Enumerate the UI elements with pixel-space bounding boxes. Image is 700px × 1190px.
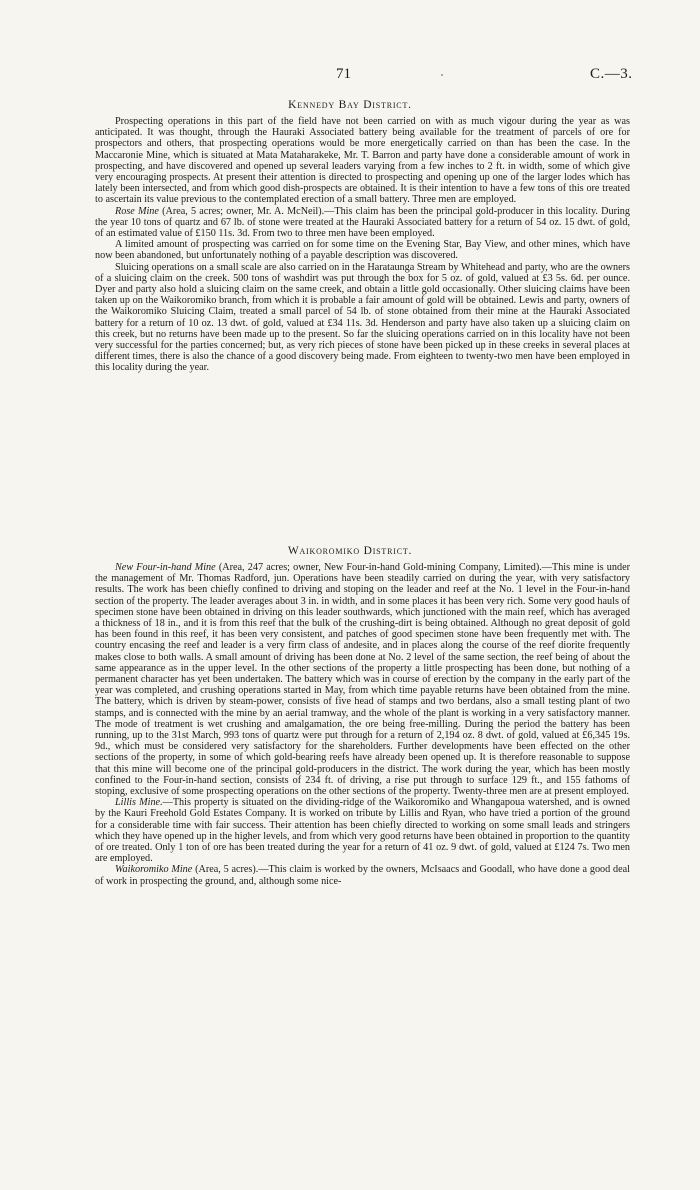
section-title-waikoromiko: Waikoromiko District. (287, 545, 413, 557)
paragraph-text: (Area, 5 acres; owner, Mr. A. McNeil).—This claim has been the principal gold-producer in this locality. During the year 10 tons of quartz and 67 lb. of stone were treated at the Hauraki Associated battery for a return of 54 oz. 15 dwt. of gold, of an estimated value of £150 11s. 3d. From two to three men have been employed. (95, 205, 630, 240)
page-number: 71 (336, 66, 351, 82)
paragraph (95, 562, 630, 797)
section-title-kennedy-bay: Kennedy Bay District. (288, 99, 412, 111)
paragraph (95, 797, 630, 864)
mine-name: Waikoromiko Mine (115, 864, 193, 876)
paragraph-text: (Area, 247 acres; owner, New Four-in-hand Gold-mining Company, Limited).—This mine is under the management of Mr. Thomas Radford, jun. Operations have been steadily carried on during the year, with very satisfactory results. The work has been chiefly confined to driving and stoping on the leader and reef at the No. 1 level in the Four-in-hand section of the property. The leader averages about 3 in. in width, and in some places it has been very rich. Some very good hauls of specimen stone have been obtained in driving on this leader southwards, which junctioned with the main reef, which has averaged a thickness of 18 in., and it is from this reef that the bulk of the crushing-dirt is being obtained. Although no great deposit of gold has been found in this reef, it has been very consistent, and patches of good specimen stone have been frequently met with. The country encasing the reef and leader is a very firm class of andesite, and in places along the course of the reef diorite frequently makes close to both walls. A small amount of driving has been done at No. 2 level of the same section, the reef being of about the same appearance as in the upper level. In the other sections of the property a little prospecting has been done, but nothing of a permanent character has yet been undertaken. The battery which was in course of erection by the company in the early part of the year was completed, and crushing operations started in May, from which time payable returns have been obtained from the mine. The battery, which is driven by steam-power, consists of five head of stamps and two berdans, also a small testing plant of two stamps, and is connected with the mine by an aerial tramway, and the whole of the plant is working in a very satisfactory manner. The mode of treatment is wet crushing and amalgamation, the ore being free-milling. During the period the battery has been running, up to the 31st March, 993 tons of quartz were put through for a return of 2,194 oz. 8 dwt. of gold, valued at £6,345 19s. 9d., which must be considered very satisfactory for the shareholders. Further developments have been effected on the other sections of the property, in some of which gold-bearing reefs have already been opened up. It is therefore reasonable to suppose that this mine will become one of the principal gold-producers in the district. The work during the year, which has been mostly confined to the Four-in-hand section, consists of 234 ft. of driving, a rise put through to surface 129 ft., and 155 fathoms of stoping, exclusive of some prospecting operations on the other sections of the property. Twenty-three men are at present employed. (95, 562, 630, 798)
paragraph-text: Prospecting operations in this part of the field have not been carried on with as much vigour during the year as was anticipated. It was thought, through the Hauraki Associated battery being available for the treatment of parcels of ore for prospectors and others, that prospecting operations would be more energetically carried on than has been the case. In the Maccaronie Mine, which is situated at Mata Mataharakeke, Mr. T. Barron and party have done a considerable amount of work in prospecting, and have discovered and opened up several leaders varying from a few inches to 2 ft. in width, some of which give very encouraging prospects. At present their attention is directed to prospecting and opening up one of the larger lodes which has lately been intersected, and from which good dish-prospects are obtained. It is their intention to have a few tons of this ore treated to ascertain its value previous to the contemplated erection of a small battery. Three men are employed. (95, 116, 630, 206)
mine-name: New Four-in-hand Mine (115, 562, 216, 573)
page-header (0, 66, 700, 86)
document-reference: C.—3. (590, 66, 633, 82)
mine-name: Rose Mine (115, 205, 159, 217)
paragraph (95, 239, 630, 261)
print-speck (441, 74, 443, 76)
paragraph-text: A limited amount of prospecting was carried on for some time on the Evening Star, Bay View, and other mines, which have now been abandoned, but unfortunately nothing of a payable description was discovered. (95, 239, 630, 262)
mine-name: Lillis Mine. (115, 797, 163, 809)
paragraph (95, 116, 630, 206)
paragraph (95, 206, 630, 240)
paragraph (95, 864, 630, 886)
paragraph (95, 262, 630, 374)
paragraph-text: —This property is situated on the dividing-ridge of the Waikoromiko and Whangapoua watershed, and is owned by the Kauri Freehold Gold Estates Company. It is worked on tribute by Lillis and Ryan, who have tried a portion of the ground for a considerable time with fair success. Their attention has been chiefly directed to working on some small leads and stringers which they have opened up in the higher levels, and from which very good returns have been obtained in proportion to the quantity of ore treated. Only 1 ton of ore has been treated during the year for a return of 41 oz. 9 dwt. of gold, valued at £124 7s. Two men are employed. (95, 797, 630, 865)
section-body-kennedy-bay (95, 116, 630, 374)
paragraph-text: Sluicing operations on a small scale are also carried on in the Harataunga Stream by Whitehead and party, who are the owners of a sluicing claim on the creek. 500 tons of washdirt was put through the box for 5 oz. of gold, valued at £3 5s. 6d. per ounce. Dyer and party also hold a sluicing claim on the same creek, and obtain a little gold occasionally. Other sluicing claims have been taken up on the Waikoromiko branch, from which it is probable a fair amount of gold will be obtained. Lewis and party, owners of the Waikoromiko Sluicing Claim, treated a small parcel of 54 lb. of stone obtained from their mine at the Hauraki Associated battery for a return of 10 oz. 13 dwt. of gold, valued at £34 11s. 3d. Henderson and party have also taken up a sluicing claim on this creek, but no returns have been made up to the present. So far the sluicing operations carried on in this locality have not been very successful for the parties concerned; but, as very rich pieces of stone have been picked up in these creeks in several places at different times, there is also the chance of a good discovery being made. From eighteen to twenty-two men have been employed in this locality during the year. (95, 261, 630, 374)
paragraph-text: (Area, 5 acres).—This claim is worked by the owners, McIsaacs and Goodall, who have done a good deal of work in prospecting the ground, and, although some nice- (95, 864, 630, 887)
section-body-waikoromiko (95, 562, 630, 887)
